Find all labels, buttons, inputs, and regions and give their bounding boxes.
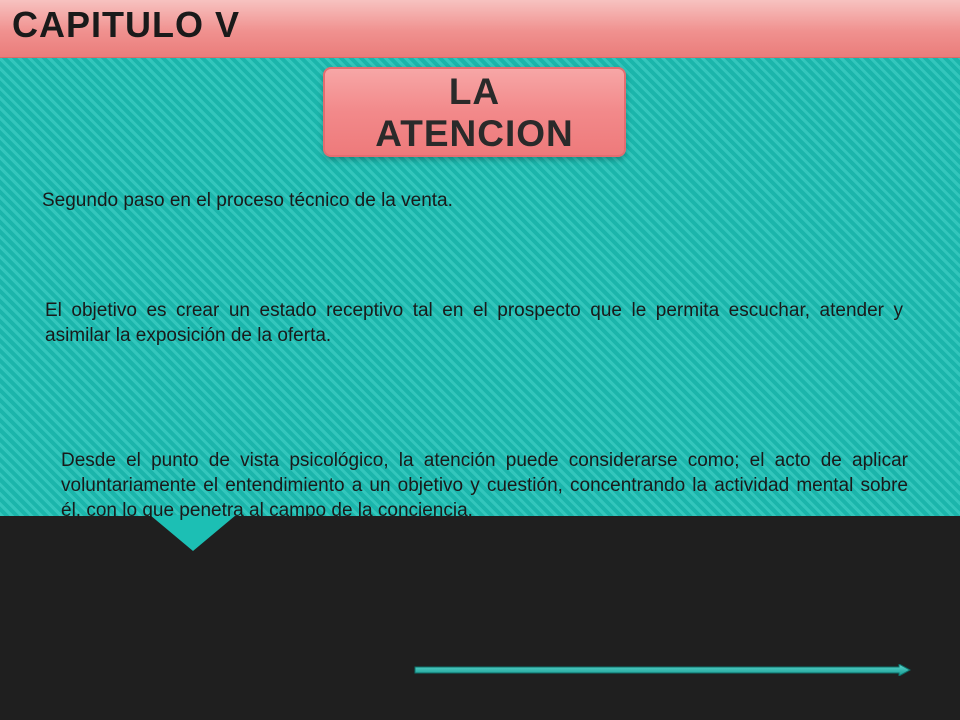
topic-title-line-1: LA xyxy=(448,71,501,112)
paragraph-first-step: Segundo paso en el proceso técnico de la venta. xyxy=(42,190,453,211)
chapter-title: CAPITULO V xyxy=(12,4,241,45)
topic-title xyxy=(325,71,624,155)
paragraph-objective: El objetivo es crear un estado receptivo tal en el prospecto que le permita escuchar, atender y asimilar la exposición de la oferta. xyxy=(45,300,903,346)
arrow-right-icon[interactable] xyxy=(413,664,911,676)
topic-title-line-2: ATENCION xyxy=(375,113,574,154)
chapter-header-bar xyxy=(0,0,960,58)
topic-title-box xyxy=(323,67,626,157)
paragraph-psychological-definition: Desde el punto de vista psicológico, la atención puede considerarse como; el acto de aplicar voluntariamente el entendimiento a un objetivo y cuestión, concentrando la actividad mental sobre él, con lo que penetra al campo de la conciencia. xyxy=(61,450,908,521)
